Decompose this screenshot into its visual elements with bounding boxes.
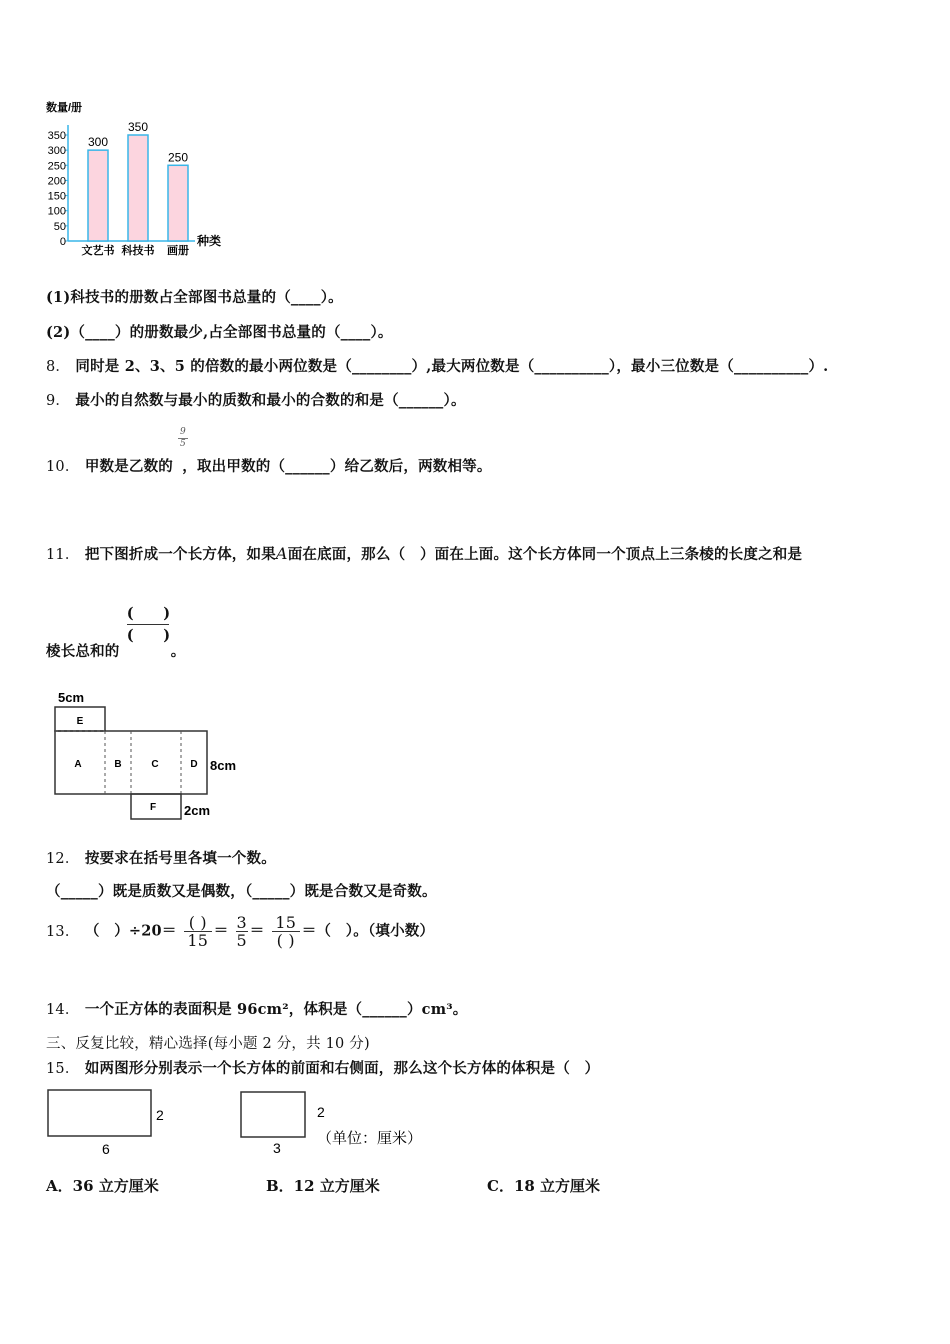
question-12 — [46, 847, 276, 868]
q13-f2-den: 5 — [236, 931, 247, 950]
q15-option-c[interactable]: C．18 立方厘米 — [487, 1177, 601, 1195]
q10-frac-num: 9 — [180, 427, 186, 437]
q14-number: 14． — [46, 1002, 80, 1018]
q9-number: 9． — [46, 393, 71, 409]
question-11-cont — [46, 604, 186, 660]
q10-number: 10． — [46, 459, 80, 475]
q13-f1-den: 15 — [187, 931, 209, 950]
q8-number: 8． — [46, 359, 71, 375]
q15-text: 如两图形分别表示一个长方体的前面和右侧面，那么这个长方体的体积是（ ） — [84, 1060, 600, 1077]
question-10 — [46, 427, 492, 476]
q12-text: 按要求在括号里各填一个数。 — [84, 850, 276, 867]
chart-category-label: 文艺书 — [81, 245, 115, 257]
q10-text-after: ，取出甲数的（______）给乙数后，两数相等。 — [182, 458, 492, 475]
q15-fig1-width: 6 — [102, 1141, 110, 1157]
chart-data-label: 350 — [127, 120, 149, 134]
q15-fig1-height: 2 — [156, 1107, 164, 1123]
chart-data-label: 250 — [167, 150, 189, 165]
q13-f1-num: ( ) — [188, 913, 207, 932]
q10-text-before: 甲数是乙数的 — [84, 458, 174, 475]
net-top-label: 5cm — [58, 690, 85, 705]
q11-text4: 。 — [170, 642, 186, 660]
question-11 — [46, 543, 802, 564]
chart-bar-1 — [88, 150, 108, 241]
q11-number: 11． — [46, 547, 80, 563]
question-14 — [46, 998, 467, 1019]
q15-option-a[interactable]: A．36 立方厘米 — [46, 1177, 159, 1195]
chart-x-label: 种类 — [197, 234, 222, 248]
chart-y-tick-label: 150 — [47, 190, 66, 203]
q11-face-a: A — [275, 544, 288, 563]
q15-figures — [40, 1085, 460, 1160]
net-label-d: D — [190, 759, 198, 770]
q13-number: 13． — [46, 923, 80, 940]
question-9 — [46, 389, 466, 410]
q11-frac-num: ( ) — [126, 605, 171, 622]
q11-text2: 面在底面，那么（ ）面在上面。这个长方体同一个顶点上三条棱的长度之和是 — [287, 546, 803, 563]
chart-y-label: 数量/册 — [46, 102, 83, 114]
net-bottom-label: 2cm — [184, 803, 211, 818]
net-label-a: A — [74, 759, 82, 770]
chart-y-tick-label: 250 — [47, 160, 66, 173]
chart-bar-2 — [128, 135, 148, 241]
net-label-c: C — [151, 759, 159, 770]
chart-y-tick-label: 300 — [47, 145, 66, 158]
chart-category-label: 画册 — [167, 245, 189, 257]
question-8 — [46, 355, 828, 376]
q13-f3-num: 15 — [275, 913, 297, 932]
q15-number: 15． — [46, 1061, 80, 1077]
net-right-label: 8cm — [210, 758, 237, 773]
q11-text1: 把下图折成一个长方体，如果 — [84, 546, 276, 563]
q14-text: 一个正方体的表面积是 96cm²，体积是（______）cm³。 — [84, 1001, 468, 1018]
q13-frac-3 — [272, 914, 300, 949]
q13-eq2: ＝ — [249, 922, 265, 940]
q12-number: 12． — [46, 851, 80, 867]
q7-sub1: (1)科技书的册数占全部图书总量的（____）。 — [46, 289, 343, 306]
q15-side-face — [241, 1092, 305, 1137]
bar-chart — [40, 95, 240, 260]
q13-frac-2 — [236, 914, 248, 949]
q15-front-face — [48, 1090, 151, 1136]
q13-f2-num: 3 — [236, 913, 247, 932]
chart-y-tick-label: 200 — [47, 175, 66, 188]
chart-bar-3 — [168, 165, 188, 241]
chart-y-tick-label: 50 — [53, 220, 66, 233]
q13-eq1: ＝ — [213, 922, 229, 940]
q15-fig2-width: 3 — [273, 1140, 281, 1156]
q15-option-b[interactable]: B．12 立方厘米 — [266, 1177, 380, 1195]
q9-text: 最小的自然数与最小的质数和最小的合数的和是（______）。 — [75, 392, 466, 409]
net-label-b: B — [114, 759, 122, 770]
q13-f3-den: ( ) — [276, 931, 295, 950]
q12-sub: （_____）既是质数又是偶数，（_____）既是合数又是奇数。 — [46, 883, 437, 900]
q11-fraction — [127, 604, 169, 647]
q8-text: 同时是 2、3、5 的倍数的最小两位数是（________）,最大两位数是（__________），最小三位数是（__________）. — [75, 358, 829, 375]
q13-frac-1 — [184, 914, 212, 949]
q10-frac-den: 5 — [178, 438, 188, 450]
q11-frac-den: ( ) — [126, 627, 171, 644]
q15-fig2-height: 2 — [317, 1104, 325, 1120]
chart-y-tick-label: 0 — [59, 236, 66, 248]
chart-y-tick-label: 350 — [47, 130, 66, 142]
q13-t1: （ ）÷20＝ — [84, 922, 177, 940]
chart-y-tick-label: 100 — [47, 205, 66, 218]
chart-data-label: 300 — [87, 135, 109, 150]
question-13 — [46, 914, 434, 949]
q11-text3: 棱长总和的 — [46, 642, 120, 660]
q15-unit: （单位：厘米） — [317, 1130, 423, 1147]
q13-t2: ＝（ ）。（填小数） — [301, 922, 435, 940]
question-15 — [46, 1057, 599, 1078]
chart-category-label: 科技书 — [121, 245, 155, 257]
section-3-title: 三、反复比较，精心选择(每小题 2 分，共 10 分) — [46, 1036, 370, 1052]
q7-sub2: (2)（____）的册数最少,占全部图书总量的（____）。 — [46, 324, 393, 341]
net-label-f: F — [149, 802, 157, 813]
q10-fraction — [178, 427, 188, 450]
net-label-e: E — [76, 716, 84, 727]
cuboid-net-figure — [50, 686, 260, 826]
